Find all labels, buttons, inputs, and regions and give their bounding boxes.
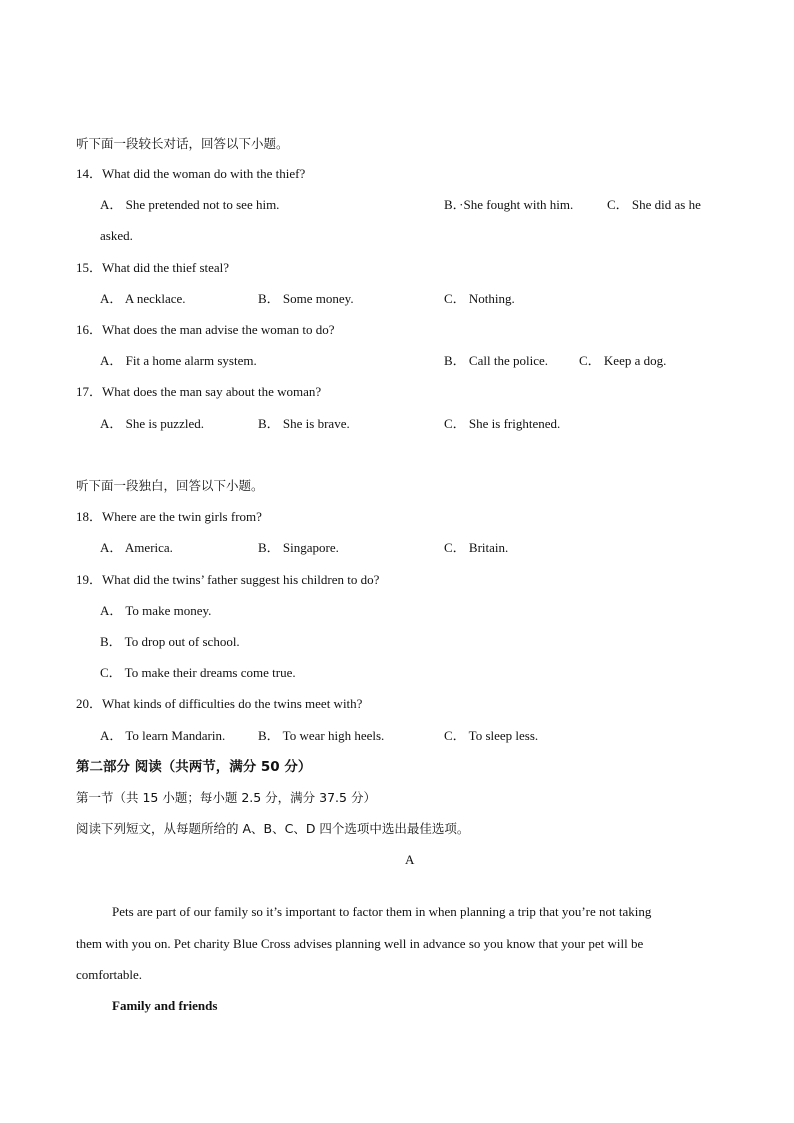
question-14-option-c-continued: asked. — [100, 228, 133, 243]
question-19-option-a: A． To make money. — [100, 603, 212, 618]
question-14-option-a: A． She pretended not to see him. — [100, 197, 280, 212]
question-20-option-c: C． To sleep less. — [444, 728, 539, 743]
question-15-option-c: C． Nothing. — [444, 291, 515, 306]
section-instruction: 听下面一段独白，回答以下小题。 — [76, 478, 264, 493]
reading-instruction: 阅读下列短文，从每题所给的 A、B、C、D 四个选项中选出最佳选项。 — [76, 821, 470, 836]
question-17-option-a: A． She is puzzled. — [100, 416, 204, 431]
question-19-option-b: B． To drop out of school. — [100, 634, 240, 649]
question-14-option-b: B．·She fought with him. — [444, 197, 574, 212]
part-heading: 第二部分 阅读（共两节，满分 50 分） — [76, 759, 312, 775]
question-16-stem: 16．What does the man advise the woman to do? — [76, 322, 335, 337]
question-20-stem: 20．What kinds of difficulties do the twins meet with? — [76, 696, 363, 711]
question-15-option-a: A． A necklace. — [100, 291, 186, 306]
question-20-option-b: B． To wear high heels. — [258, 728, 385, 743]
question-19-option-c: C． To make their dreams come true. — [100, 665, 296, 680]
question-16-option-c: C． Keep a dog. — [579, 353, 667, 368]
question-20-option-a: A． To learn Mandarin. — [100, 728, 226, 743]
question-18-option-a: A． America. — [100, 540, 173, 555]
question-17-option-c: C． She is frightened. — [444, 416, 561, 431]
passage-label: A — [405, 852, 415, 867]
passage-subtitle: Family and friends — [112, 998, 218, 1013]
passage-line: comfortable. — [76, 967, 143, 982]
question-15-option-b: B． Some money. — [258, 291, 354, 306]
passage-line: them with you on. Pet charity Blue Cross advises planning well in advance so you know that your pet will be — [76, 936, 644, 951]
question-16-option-a: A． Fit a home alarm system. — [100, 353, 257, 368]
question-14-stem: 14．What did the woman do with the thief? — [76, 166, 306, 181]
question-16-option-b: B． Call the police. — [444, 353, 548, 368]
section-instruction: 听下面一段较长对话，回答以下小题。 — [76, 136, 289, 151]
question-17-stem: 17．What does the man say about the woman? — [76, 384, 322, 399]
question-14-option-c: C． She did as he — [607, 197, 701, 212]
question-18-option-b: B． Singapore. — [258, 540, 339, 555]
question-18-stem: 18．Where are the twin girls from? — [76, 509, 262, 524]
passage-line: Pets are part of our family so it’s important to factor them in when planning a trip that you’re not taking — [112, 904, 652, 919]
section-subheading: 第一节（共 15 小题；每小题 2.5 分，满分 37.5 分） — [76, 790, 376, 805]
question-15-stem: 15．What did the thief steal? — [76, 260, 230, 275]
question-18-option-c: C． Britain. — [444, 540, 509, 555]
question-17-option-b: B． She is brave. — [258, 416, 350, 431]
question-19-stem: 19．What did the twins’ father suggest his children to do? — [76, 572, 380, 587]
